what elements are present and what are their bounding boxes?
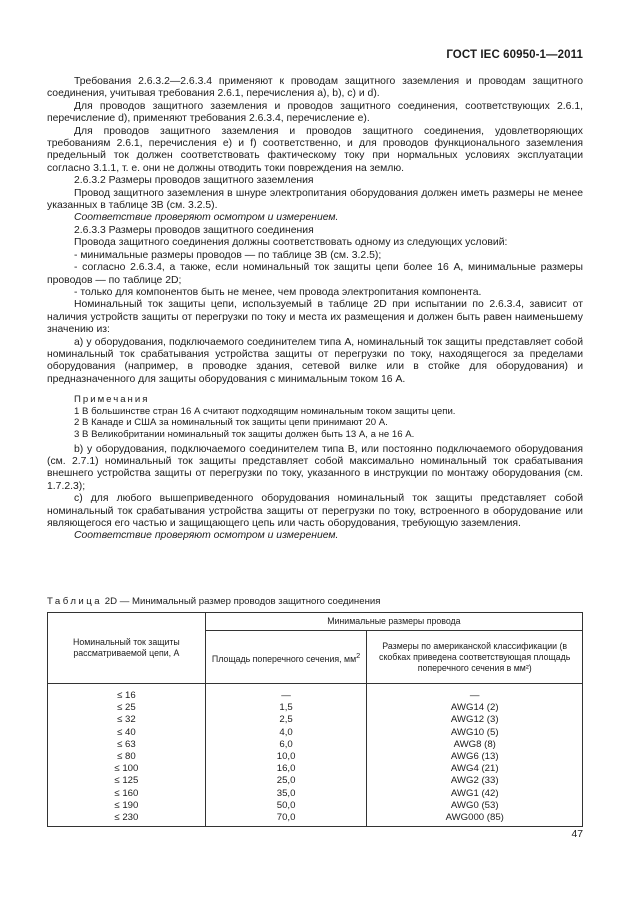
current-cell: ≤ 40	[48, 727, 206, 739]
table-row	[48, 751, 583, 763]
table-caption-word: Таблица	[47, 596, 103, 607]
paragraph: b) у оборудования, подключаемого соединителем типа В, или постоянно подключаемого оборудования (см. 2.7.1) номинальный ток защиты представляет собой максимально номинальный ток срабатывания внешнего устройства защиты от перегрузки по току, указанного в инструкции по монтажу оборудования (см. 1.7.2.3);	[47, 443, 583, 492]
paragraph: Провода защитного соединения должны соответствовать одному из следующих условий:	[74, 237, 508, 249]
note-item: 1 В большинстве стран 16 А считают подходящим номинальным током защиты цепи.	[74, 405, 456, 417]
paragraph: а) у оборудования, подключаемого соединителем типа А, номинальный ток защиты представляет собой номинальный ток срабатывания устройства защиты от перегрузки по току, находящегося за пределами оборудования (например, в проводке здания, сетевой вилке или в стойке для оборудования) и предназначенного для защиты оборудования с минимальным током 16 А.	[47, 336, 583, 385]
table-row	[48, 763, 583, 775]
column-header-awg: Размеры по американской классификации (в скобках приведена соответствующая площадь поперечного сечения в мм²)	[367, 631, 583, 684]
cross-section-cell: —	[205, 684, 367, 703]
compliance-note: Соответствие проверяют осмотром и измерением.	[74, 212, 339, 224]
current-cell: ≤ 160	[48, 788, 206, 800]
conductor-size-table	[47, 612, 583, 827]
awg-cell: AWG6 (13)	[367, 751, 583, 763]
paragraph: Для проводов защитного заземления и проводов защитного соединения, удовлетворяющих требованиям 2.6.1, перечисления е) и f) соответственно, и для проводов функционального заземления предельный ток должен соответствовать фактическому току при нормальных условиях эксплуатации согласно 3.1.1, т. е. они не должны отводить токи повреждения на землю.	[47, 125, 583, 174]
awg-cell: AWG8 (8)	[367, 739, 583, 751]
current-cell: ≤ 190	[48, 800, 206, 812]
cross-section-cell: 4,0	[205, 727, 367, 739]
column-header-cross-section	[205, 631, 367, 684]
awg-cell: AWG000 (85)	[367, 812, 583, 827]
page-number: 47	[571, 829, 583, 840]
awg-cell: AWG10 (5)	[367, 727, 583, 739]
cross-section-cell: 2,5	[205, 714, 367, 726]
cross-section-cell: 50,0	[205, 800, 367, 812]
paragraph: Требования 2.6.3.2—2.6.3.4 применяют к проводам защитного заземления и проводам защитного соединения, учитывая требования 2.6.1, перечисления а), b), с) и d).	[47, 76, 583, 100]
section-heading: 2.6.3.3 Размеры проводов защитного соединения	[74, 224, 314, 236]
table-row	[48, 775, 583, 787]
awg-cell: AWG0 (53)	[367, 800, 583, 812]
current-cell: ≤ 63	[48, 739, 206, 751]
awg-cell: —	[367, 684, 583, 703]
section-heading: 2.6.3.2 Размеры проводов защитного заземления	[74, 175, 314, 187]
current-cell: ≤ 80	[48, 751, 206, 763]
table-row	[48, 739, 583, 751]
paragraph: Провод защитного заземления в шнуре электропитания оборудования должен иметь размеры не менее указанных в таблице 3В (см. 3.2.5).	[47, 187, 583, 212]
notes-heading: Примечания	[74, 394, 150, 406]
current-cell: ≤ 25	[48, 702, 206, 714]
cross-section-cell: 16,0	[205, 763, 367, 775]
column-group-header: Минимальные размеры провода	[205, 613, 582, 631]
cross-section-cell: 10,0	[205, 751, 367, 763]
cross-section-cell: 35,0	[205, 788, 367, 800]
cross-section-cell: 1,5	[205, 702, 367, 714]
paragraph: Для проводов защитного заземления и проводов защитного соединения, соответствующих 2.6.1, перечисление d), применяют требования 2.6.3.4, перечисление е).	[47, 100, 583, 125]
current-cell: ≤ 16	[48, 684, 206, 703]
list-item: - только для компонентов быть не менее, чем провода электропитания компонента.	[74, 286, 482, 298]
awg-cell: AWG12 (3)	[367, 714, 583, 726]
note-item: 3 В Великобритании номинальный ток защиты должен быть 13 А, а не 16 А.	[74, 428, 415, 440]
current-cell: ≤ 100	[48, 763, 206, 775]
table-row	[48, 812, 583, 827]
cross-section-label: Площадь поперечного сечения, мм	[211, 653, 357, 664]
awg-cell: AWG4 (21)	[367, 763, 583, 775]
awg-cell: AWG2 (33)	[367, 775, 583, 787]
table-row	[48, 788, 583, 800]
notes-block	[47, 394, 583, 440]
paragraph: Номинальный ток защиты цепи, используемый в таблице 2D при испытании по 2.6.3.4, зависит от наличия устройств защиты от перегрузки по току и места их размещения и должен быть равен наименьшему значению из:	[47, 299, 583, 336]
list-item: - минимальные размеры проводов — по таблице 3В (см. 3.2.5);	[74, 249, 382, 261]
compliance-note: Соответствие проверяют осмотром и измерением.	[74, 530, 339, 542]
cross-section-cell: 6,0	[205, 739, 367, 751]
awg-cell: AWG14 (2)	[367, 702, 583, 714]
cross-section-cell: 70,0	[205, 812, 367, 827]
note-item: 2 В Канаде и США за номинальный ток защиты цепи принимают 20 А.	[74, 417, 388, 429]
table-caption-text: 2D — Минимальный размер проводов защитного соединения	[104, 596, 381, 607]
paragraph: с) для любого вышеприведенного оборудования номинальный ток защиты представляет собой номинальный ток срабатывания устройства защиты от перегрузки по току, встроенного в оборудование или являющегося его частью и защищающего цепь или часть оборудования, требующую заземления.	[47, 493, 583, 529]
document-header: ГОСТ IEC 60950-1—2011	[446, 49, 583, 61]
table-row	[48, 800, 583, 812]
cross-section-sup: 2	[356, 650, 361, 660]
table-row	[48, 684, 583, 703]
current-cell: ≤ 125	[48, 775, 206, 787]
table-row	[48, 727, 583, 739]
column-header-rated-current: Номинальный ток защиты рассматриваемой цепи, А	[48, 613, 206, 684]
awg-cell: AWG1 (42)	[367, 788, 583, 800]
cross-section-cell: 25,0	[205, 775, 367, 787]
table-caption	[47, 596, 380, 607]
list-item: - согласно 2.6.3.4, а также, если номинальный ток защиты цепи более 16 А, минимальные размеры проводов — по таблице 2D;	[47, 262, 583, 286]
current-cell: ≤ 32	[48, 714, 206, 726]
table-row	[48, 702, 583, 714]
table-row	[48, 714, 583, 726]
current-cell: ≤ 230	[48, 812, 206, 827]
document-body	[47, 76, 583, 543]
